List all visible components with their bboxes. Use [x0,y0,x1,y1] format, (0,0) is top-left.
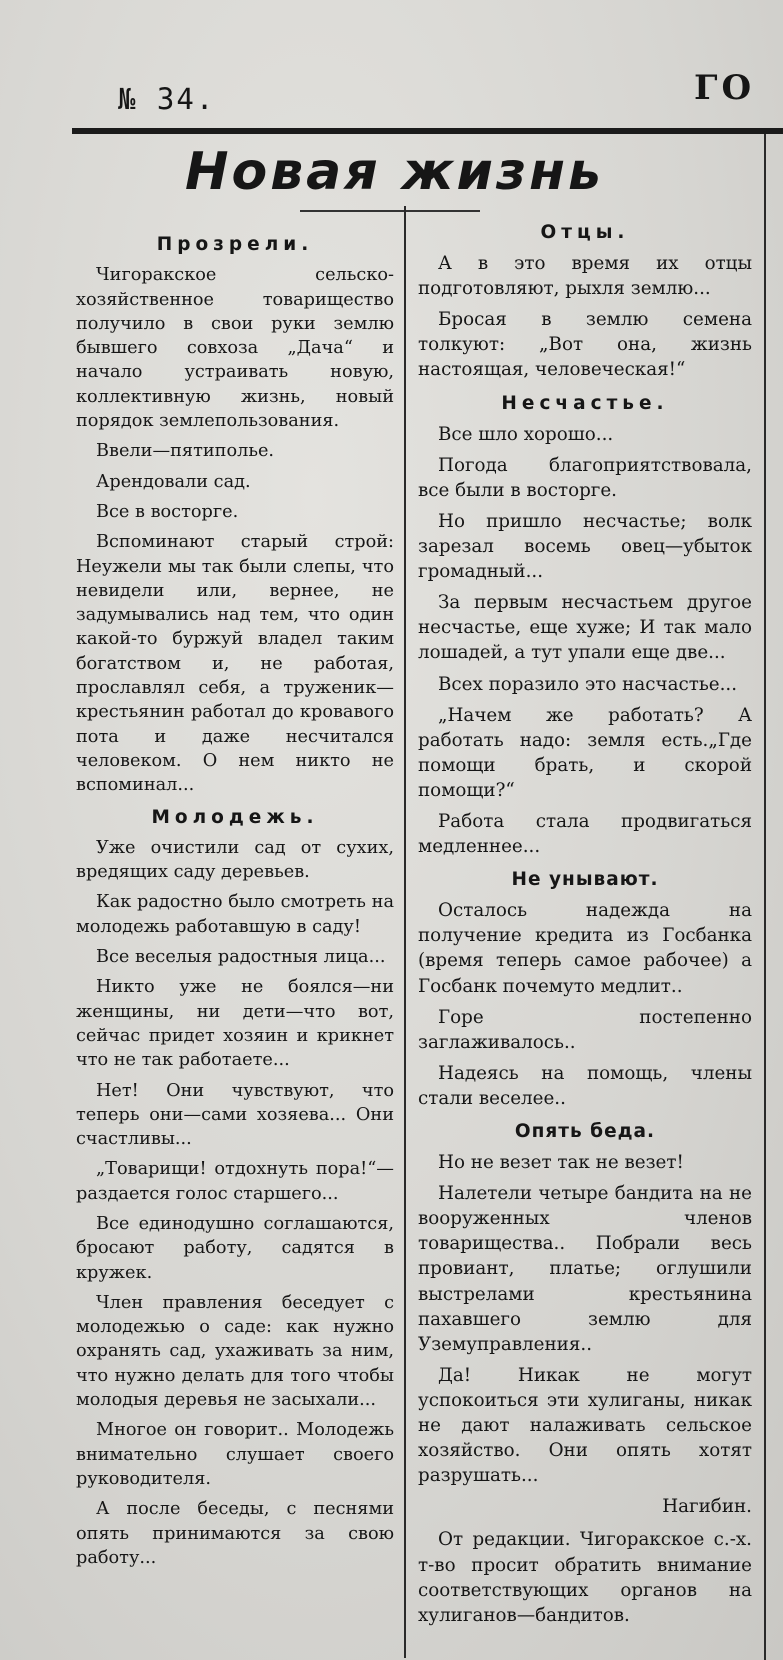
column-divider [404,206,406,1658]
right-border-line [764,134,766,1660]
author-signature: Нагибин. [662,1496,752,1518]
article-paragraph: Налетели четыре бандита на не вооруженных членов товарищества.. Побрали весь провиант, платье; оглушили выстрелами крестьянина пахавшего землю для Уземуправления.. [418,1183,752,1355]
article-molodezh [76,806,394,1571]
article-paragraph: Чигоракское сельско-хозяйственное товарищество получило в свои руки землю бывшего совхоза „Дача“ и начало устраивать новую, коллективную жизнь, новый порядок землепользования. [76,265,394,432]
article-paragraph: Но не везет так не везет! [438,1152,684,1174]
article-paragraph: Бросая в землю семена толкуют: „Вот она, жизнь настоящая, человеческая!“ [418,309,752,381]
article-paragraph: Все веселыя радостныя лица... [96,947,386,968]
article-paragraph: Вспоминают старый строй: Неужели мы так были слепы, что невидели или, вернее, не задумывались над тем, что один какой-то буржуй владел таким богатством и, не работая, прославлял себя, а труженик—крестьянин работал до кровавого пота и даже несчитался человеком. О нем никто не вспоминал... [76,532,394,796]
article-ottsy [418,220,752,383]
article-paragraph: „Товарищи! отдохнуть пора!“—раздается голос старшего... [76,1159,394,1204]
masthead-rule [72,128,783,134]
article-paragraph: Всех поразило это насчастье... [438,673,738,695]
article-paragraph: Но пришло несчастье; волк зарезал восемь овец—убыток громадный... [418,510,752,583]
article-paragraph: Все шло хорошо... [438,423,614,445]
article-paragraph: За первым несчастьем другое несчастье, еще хуже; И так мало лошадей, а тут упали еще две... [418,592,752,664]
article-heading: Отцы. [540,222,630,243]
article-heading: Молодежь. [151,806,319,828]
article-paragraph: Член правления беседует с молодежью о саде: как нужно охранять сад, ухаживать за ним, что нужно делать для того чтобы молодыя деревья не засыхали... [76,1292,394,1411]
article-paragraph: Никто уже не боялся—ни женщины, ни дети—что вот, сейчас придет хозяин и крикнет что не так работаете... [76,977,394,1071]
article-paragraph: Ввели—пятиполье. [96,441,275,462]
article-paragraph: А после беседы, с песнями опять принимаются за свою работу... [76,1499,394,1568]
article-paragraph: Нет! Они чувствуют, что теперь они—сами хозяева... Они счастливы... [76,1080,394,1150]
article-paragraph: Осталось надежда на получение кредита из Госбанка (время теперь самое рабочее) а Госбанк почемуто медлит.. [418,900,752,997]
article-paragraph: Горе постепенно заглаживалось.. [418,1006,752,1053]
article-paragraph: Да! Никак не могут успокоиться эти хулиганы, никак не дают налаживать сельское хозяйство. Они опять хотят разрушать... [418,1364,752,1487]
article-paragraph: Все единодушно соглашаются, бросают работу, садятся в кружек. [76,1213,394,1283]
article-heading: Несчастье. [501,392,669,414]
article-paragraph: Арендовали сад. [96,471,251,492]
left-column [76,225,394,1576]
article-heading: Прозрели. [156,234,314,255]
editorial-note: От редакции. Чигоракское с.-х. т-во просит обратить внимание соответствующих органов на хулиганов—бандитов. [418,1529,752,1626]
article-paragraph: Все в восторге. [96,501,239,522]
masthead-fragment: ГО [694,68,756,108]
article-heading: Опять беда. [514,1121,656,1142]
issue-number: № 34. [118,82,216,116]
article-paragraph: Многое он говорит.. Молодежь внимательно слушает своего руководителя. [76,1420,394,1489]
article-paragraph: „Начем же работать? А работать надо: земля есть.„Где помощи брать, и скорой помощи?“ [418,704,752,801]
article-ne-unyvayut [418,867,752,1111]
article-paragraph: Погода благоприятствовала, все были в восторге. [418,454,752,501]
article-neschastye [418,391,752,860]
article-opyat-beda [418,1119,752,1519]
article-paragraph: Уже очистили сад от сухих, вредящих саду деревьев. [76,837,394,883]
article-paragraph: Работа стала продвигаться медленнее... [418,810,752,858]
right-column [418,212,752,1634]
article-heading: Не унывают. [511,869,659,891]
article-paragraph: Как радостно было смотреть на молодежь работавшую в саду! [76,892,394,937]
article-prozreli [76,233,394,798]
section-title: Новая жизнь [185,142,604,202]
article-paragraph: Надеясь на помощь, члены стали веселее.. [418,1062,752,1109]
article-paragraph: А в это время их отцы подготовляют, рыхля землю... [418,253,752,300]
